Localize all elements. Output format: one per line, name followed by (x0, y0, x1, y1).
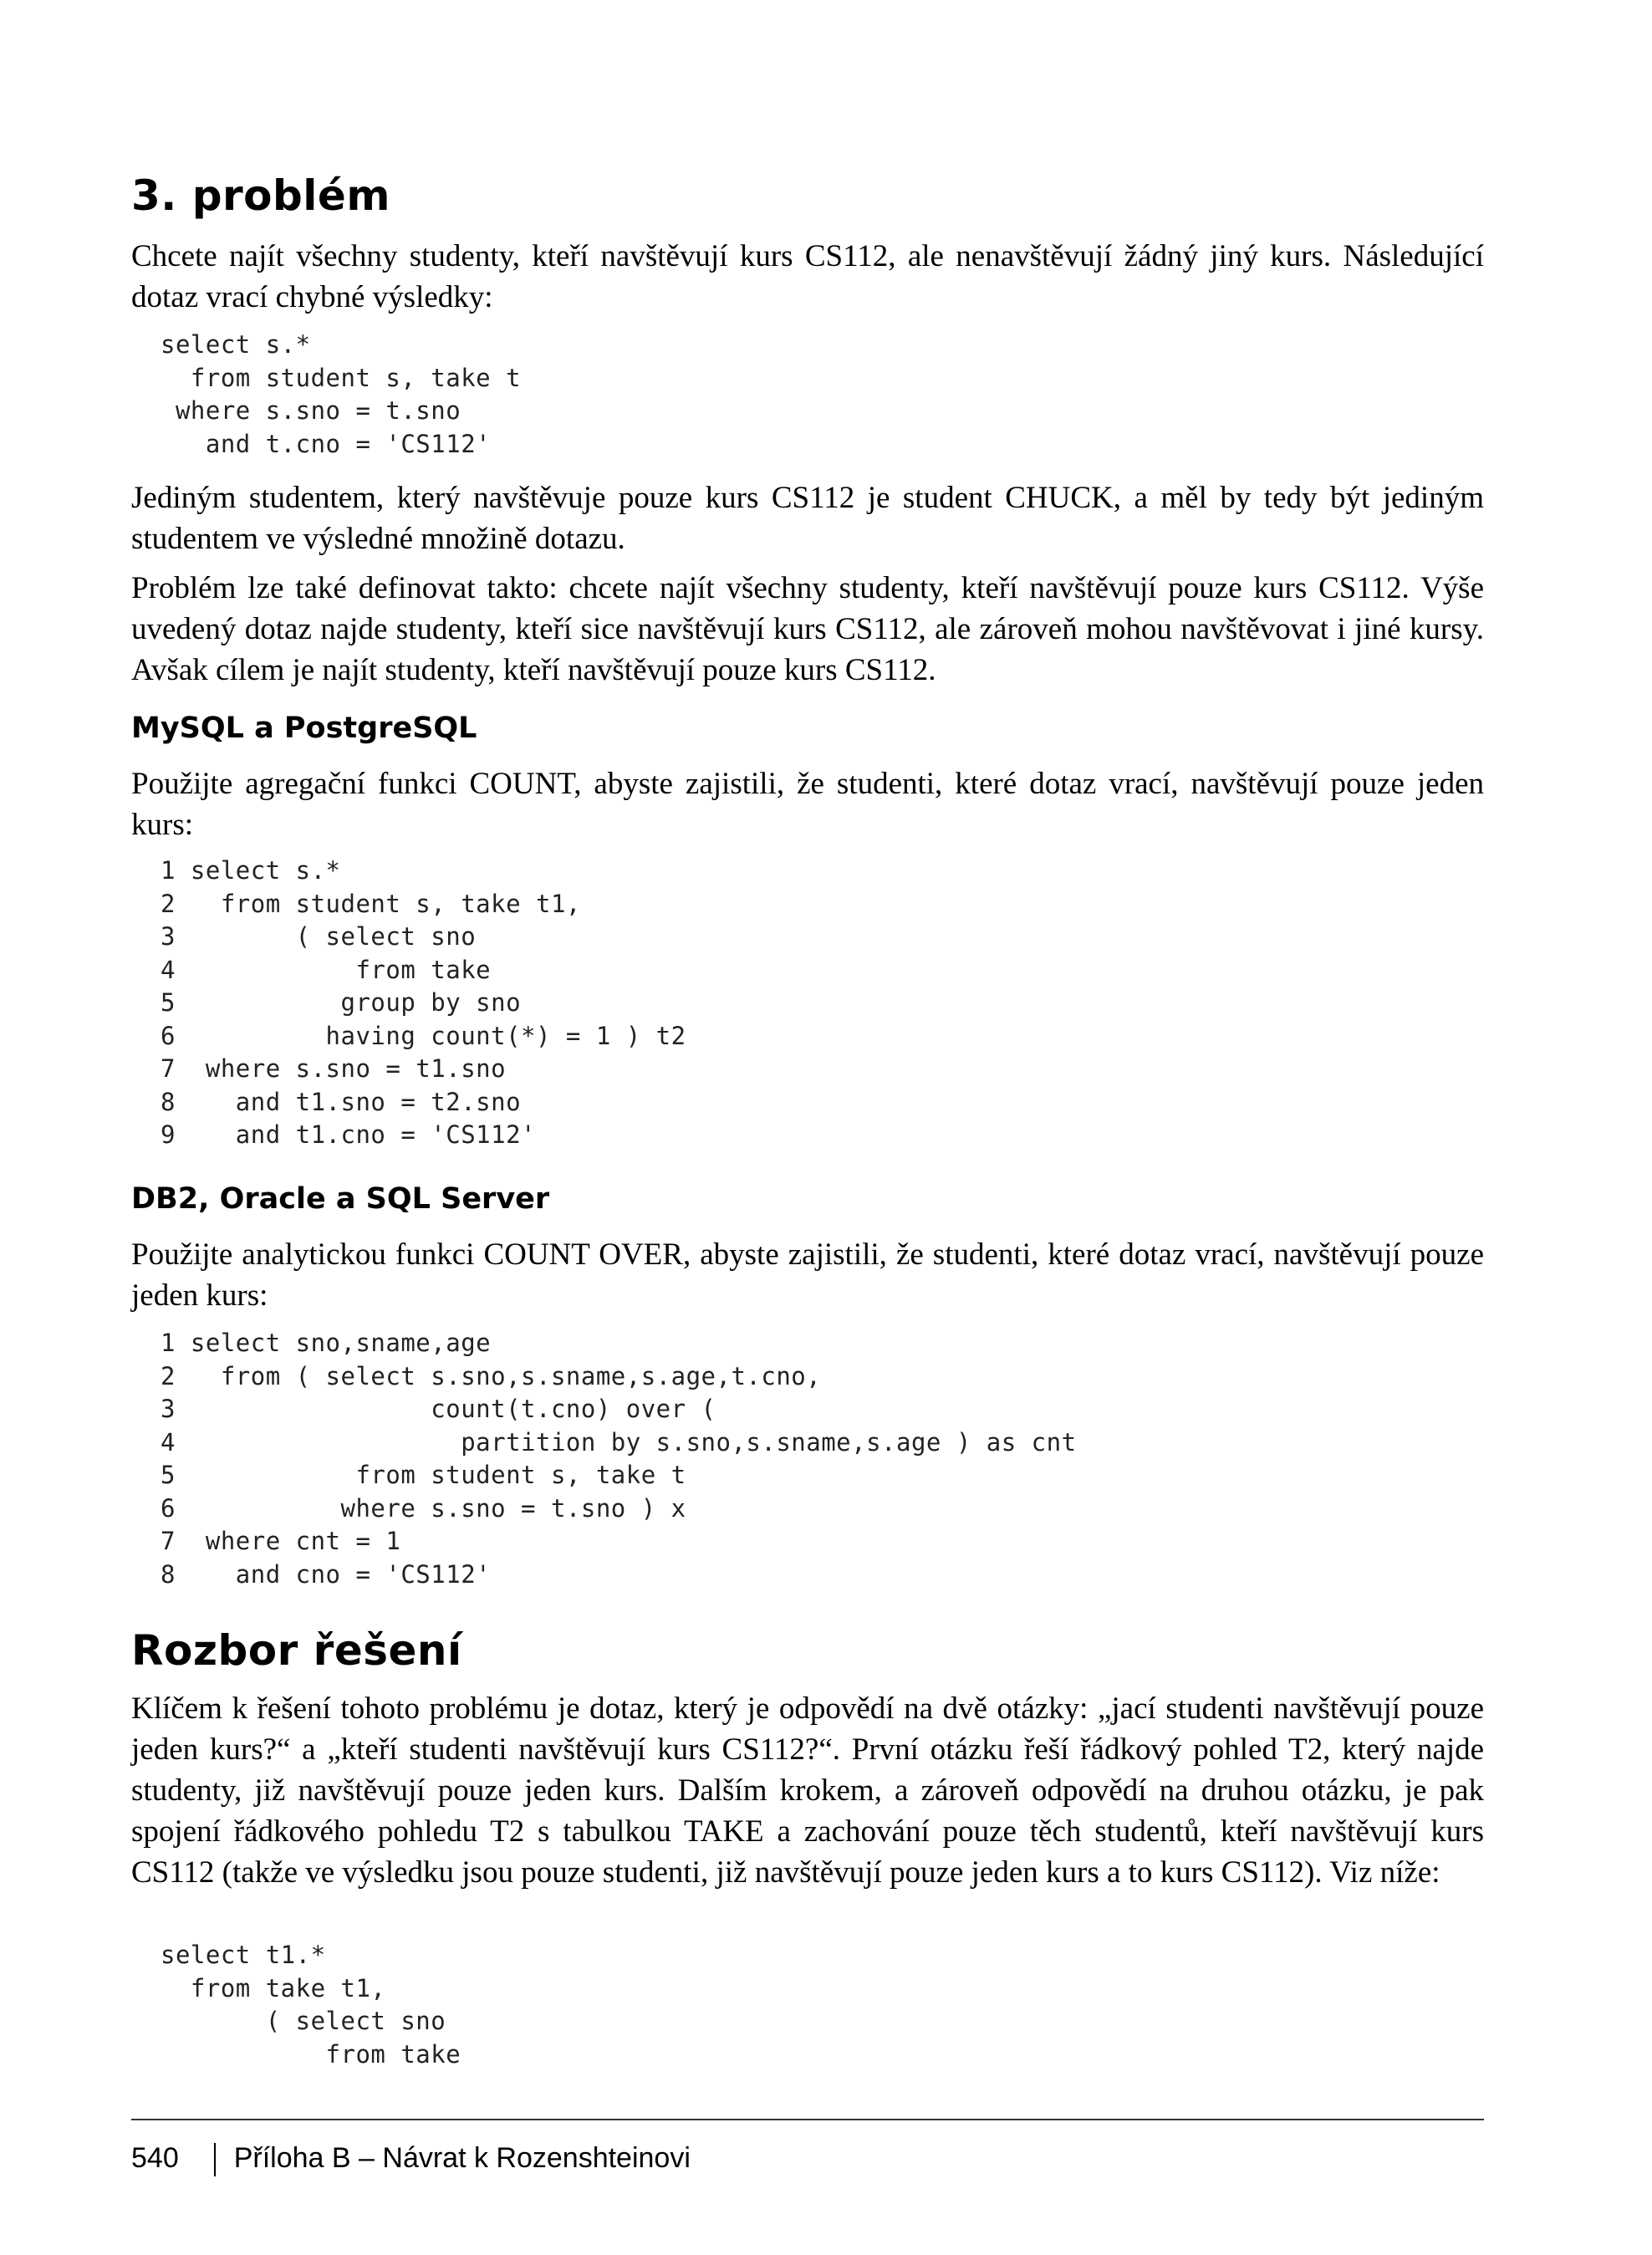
mysql-code: 1 select s.* 2 from student s, take t1, 3 ( select sno 4 from take 5 group by sno 6 having count(*) = 1 ) t2 7 where s.sno = t1.sno 8 and t1.sno = t2.sno 9 and t1.cno = 'CS112' (161, 856, 686, 1149)
footer-separator (214, 2143, 216, 2176)
db2-code: 1 select sno,sname,age 2 from ( select s.sno,s.sname,s.age,t.cno, 3 count(t.cno) over ( 4 partition by s.sno,s.sname,s.age ) as cnt 5 from student s, take t 6 where s.sno = t.sno ) x 7 where cnt = 1 8 and cno = 'CS112' (161, 1329, 1077, 1589)
analysis-heading: Rozbor řešení (131, 1626, 462, 1675)
page-number: 540 (131, 2142, 179, 2174)
page-footer (131, 2142, 691, 2176)
chapter-title: Příloha B – Návrat k Rozenshteinovi (233, 2142, 691, 2174)
problem-para-2: Problém lze také definovat takto: chcete najít všechny studenty, kteří navštěvují pouze kurs CS112. Výše uvedený dotaz najde studenty, kteří sice navštěvují kurs CS112, ale zároveň mohou navštěvovat i jiné kursy. Avšak cílem je najít studenty, kteří navštěvují pouze kurs CS112. (131, 571, 1484, 687)
db2-text: Použijte analytickou funkci COUNT OVER, abyste zajistili, že studenti, které dotaz vrací, navštěvují pouze jeden kurs: (131, 1237, 1484, 1313)
document-page (131, 0, 1484, 2255)
problem-code: select s.* from student s, take t where s.sno = t.sno and t.cno = 'CS112' (161, 330, 522, 458)
problem-para-1: Jediným studentem, který navštěvuje pouze kurs CS112 je student CHUCK, a měl by tedy být jediným studentem ve výsledné množině dotazu. (131, 481, 1484, 556)
analysis-text: Klíčem k řešení tohoto problému je dotaz, který je odpovědí na dvě otázky: „jací studenti navštěvují pouze jeden kurs?“ a „kteří studenti navštěvují kurs CS112?“. První otázku řeší řádkový pohled T2, který najde studenty, již navštěvují pouze jeden kurs. Dalším krokem, a zároveň odpovědí na druhou otázku, je pak spojení řádkového pohledu T2 s tabulkou TAKE a zachování pouze těch studentů, kteří navštěvují kurs CS112 (takže ve výsledku jsou pouze studenti, již navštěvují pouze jeden kurs a to kurs CS112). Viz níže: (131, 1691, 1484, 1890)
problem-heading: 3. problém (131, 171, 390, 220)
mysql-heading: MySQL a PostgreSQL (131, 712, 477, 745)
analysis-code: select t1.* from take t1, ( select sno from take (161, 1941, 461, 2069)
footer-divider (131, 2119, 1484, 2120)
mysql-text: Použijte agregační funkci COUNT, abyste zajistili, že studenti, které dotaz vrací, navštěvují pouze jeden kurs: (131, 767, 1484, 842)
problem-intro: Chcete najít všechny studenty, kteří navštěvují kurs CS112, ale nenavštěvují žádný jiný kurs. Následující dotaz vrací chybné výsledky: (131, 239, 1484, 314)
db2-heading: DB2, Oracle a SQL Server (131, 1182, 550, 1216)
